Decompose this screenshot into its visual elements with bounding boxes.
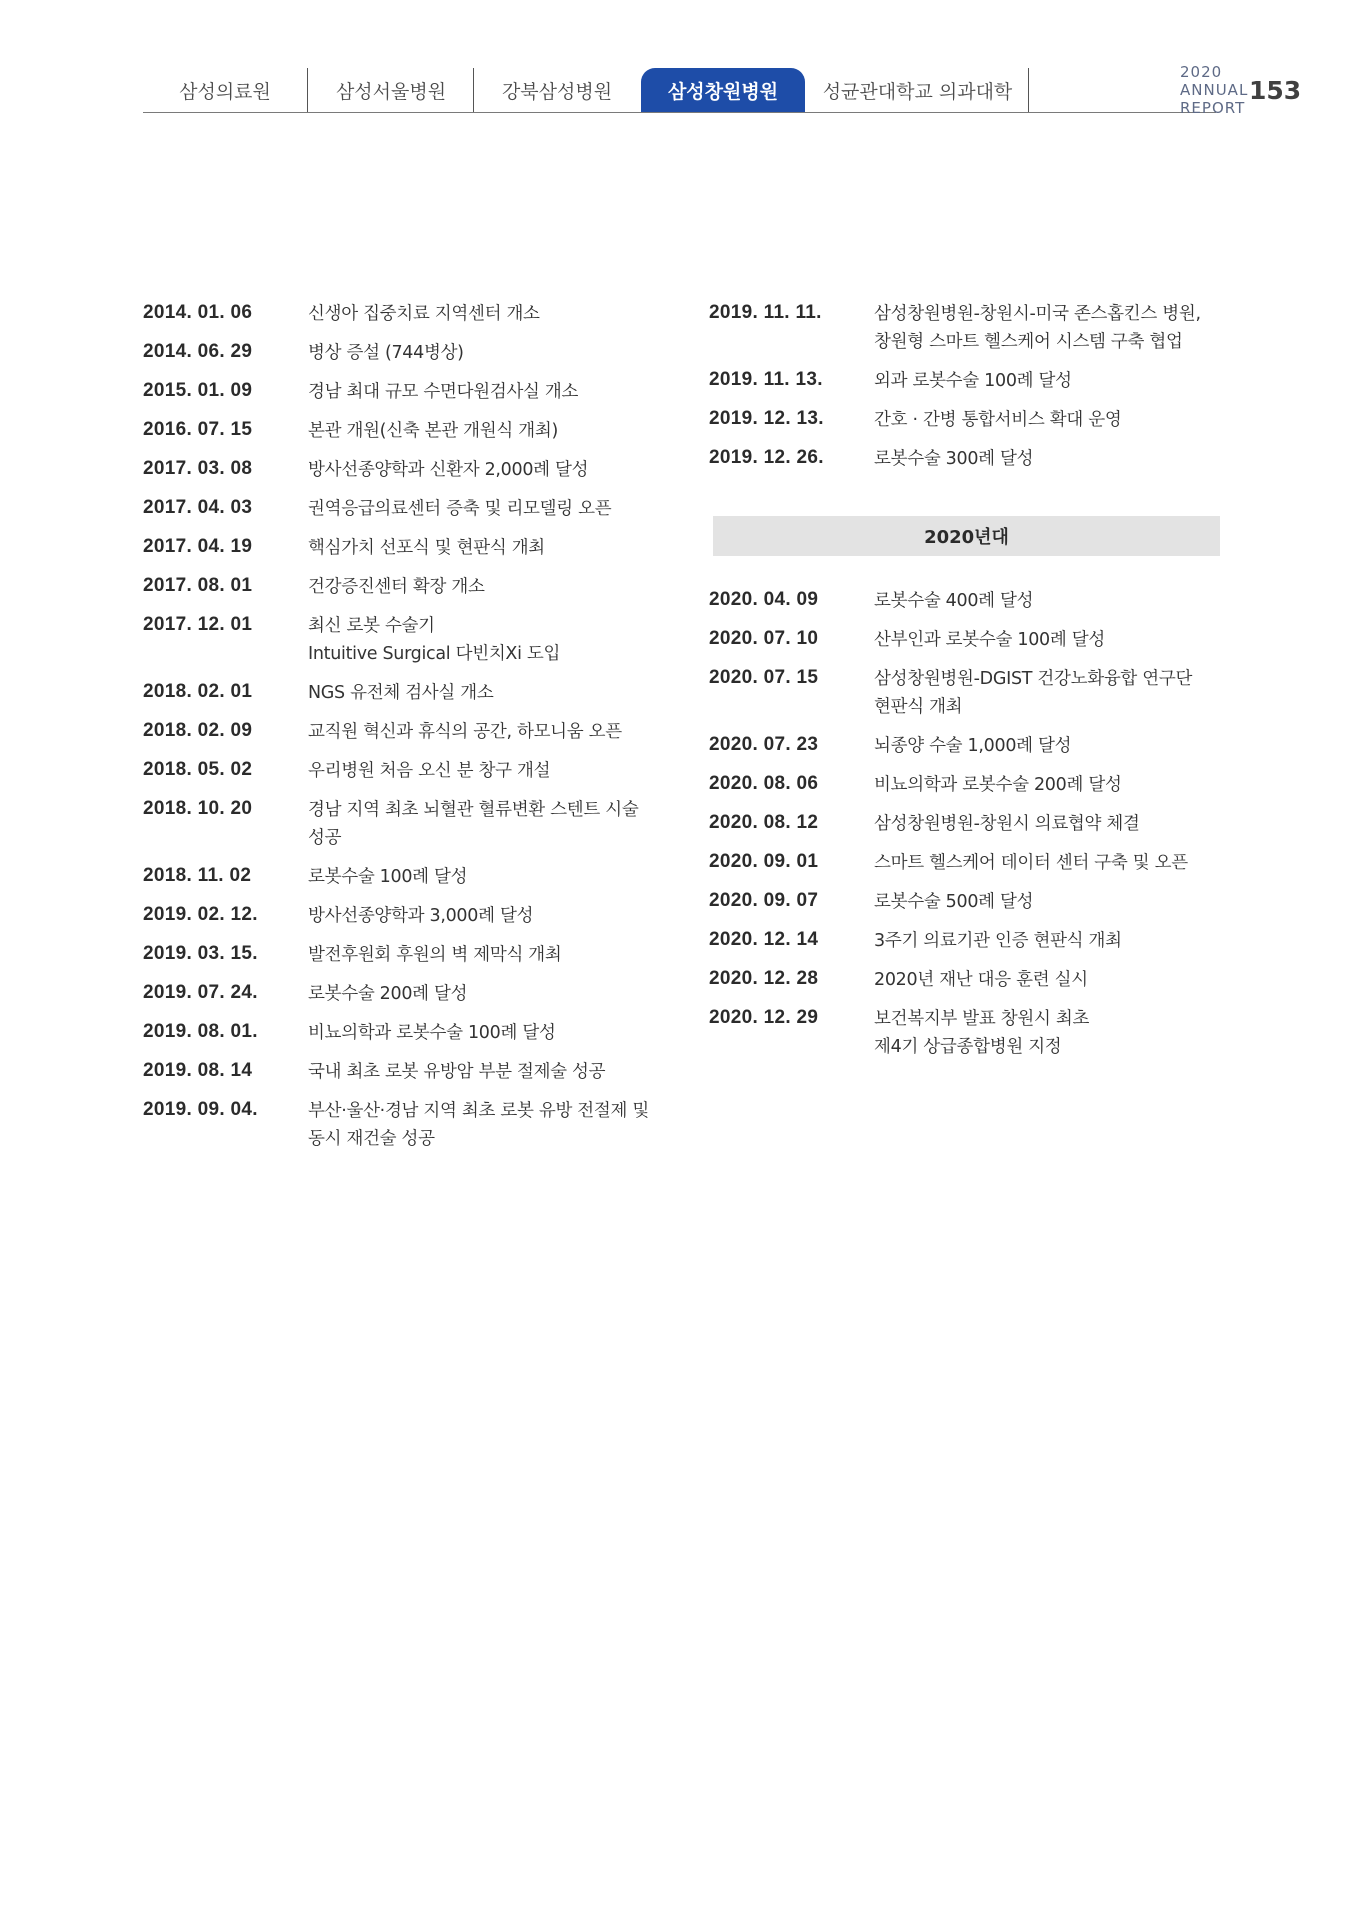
entry-text: 발전후원회 후원의 벽 제막식 개최 xyxy=(308,945,562,965)
timeline-entry xyxy=(709,1005,1229,1061)
tab-samsung-seoul-hospital[interactable]: 삼성서울병원 xyxy=(309,68,474,112)
timeline-entry xyxy=(709,445,1229,473)
entry-description xyxy=(308,612,560,668)
entry-date: 2014. 06. 29 xyxy=(143,341,253,362)
entry-date: 2017. 04. 03 xyxy=(143,497,253,518)
entry-text: 권역응급의료센터 증축 및 리모델링 오픈 xyxy=(308,499,612,519)
entry-description xyxy=(308,339,464,367)
timeline-entry xyxy=(709,966,1229,994)
timeline-entry xyxy=(143,796,663,852)
page-header xyxy=(143,63,1249,117)
entry-date: 2020. 07. 15 xyxy=(709,667,819,688)
timeline-entry xyxy=(143,456,663,484)
annual-report-label: 2020 ANNUAL REPORT xyxy=(1180,63,1249,117)
timeline-entry xyxy=(709,300,1229,356)
entry-date: 2019. 12. 13. xyxy=(709,408,824,429)
entry-text: 보건복지부 발표 창원시 최초 xyxy=(874,1009,1090,1029)
entry-text: 우리병원 처음 오신 분 창구 개설 xyxy=(308,761,551,781)
entry-date: 2019. 08. 01. xyxy=(143,1021,258,1042)
entry-description xyxy=(308,757,550,785)
entry-description xyxy=(874,849,1188,877)
timeline-2020s xyxy=(709,587,1229,1061)
entry-date: 2019. 07. 24. xyxy=(143,982,258,1003)
tab-samsung-changwon-hospital[interactable]: 삼성창원병원 xyxy=(641,68,805,112)
entry-text-continued: 제4기 상급종합병원 지정 xyxy=(874,1037,1062,1057)
entry-date: 2019. 12. 26. xyxy=(709,447,824,468)
entry-text: 로봇수술 200례 달성 xyxy=(308,984,468,1004)
entry-text: 뇌종양 수술 1,000례 달성 xyxy=(874,736,1072,756)
timeline-entry xyxy=(143,863,663,891)
entry-date: 2020. 08. 12 xyxy=(709,812,819,833)
timeline-entry xyxy=(143,679,663,707)
entry-description xyxy=(308,796,638,852)
timeline-entry xyxy=(709,367,1229,395)
entry-description xyxy=(308,980,467,1008)
timeline-2010s-continued xyxy=(709,300,1229,473)
decade-heading: 2020년대 xyxy=(713,516,1220,556)
entry-date: 2020. 09. 01 xyxy=(709,851,819,872)
entry-text: 교직원 혁신과 휴식의 공간, 하모니움 오픈 xyxy=(308,722,622,742)
timeline-entry xyxy=(143,980,663,1008)
timeline-entry xyxy=(143,339,663,367)
entry-text: 핵심가치 선포식 및 현판식 개최 xyxy=(308,538,545,558)
timeline-entry xyxy=(709,626,1229,654)
entry-date: 2020. 12. 14 xyxy=(709,929,819,950)
entry-date: 2020. 07. 10 xyxy=(709,628,819,649)
entry-text: 비뇨의학과 로봇수술 100례 달성 xyxy=(308,1023,556,1043)
page-number: 153 xyxy=(1249,75,1302,105)
entry-date: 2019. 03. 15. xyxy=(143,943,258,964)
entry-date: 2018. 10. 20 xyxy=(143,798,253,819)
entry-text: 삼성창원병원-창원시 의료협약 체결 xyxy=(874,814,1140,834)
entry-text: 신생아 집중치료 지역센터 개소 xyxy=(308,304,540,324)
entry-date: 2017. 12. 01 xyxy=(143,614,253,635)
timeline-right-column xyxy=(709,300,1229,1072)
entry-text: 방사선종양학과 신환자 2,000례 달성 xyxy=(308,460,589,480)
entry-text: 부산·울산·경남 지역 최초 로봇 유방 전절제 및 xyxy=(308,1101,649,1121)
entry-description xyxy=(308,1019,556,1047)
entry-text: 로봇수술 100례 달성 xyxy=(308,867,468,887)
entry-text: 국내 최초 로봇 유방암 부분 절제술 성공 xyxy=(308,1062,606,1082)
timeline-entry xyxy=(143,718,663,746)
entry-text: 외과 로봇수술 100례 달성 xyxy=(874,371,1072,391)
entry-description xyxy=(308,941,562,969)
entry-description xyxy=(874,300,1201,356)
timeline-entry xyxy=(143,612,663,668)
entry-text: 삼성창원병원-창원시-미국 존스홉킨스 병원, xyxy=(874,304,1201,324)
entry-date: 2014. 01. 06 xyxy=(143,302,253,323)
entry-description xyxy=(308,1097,649,1153)
entry-description xyxy=(874,406,1121,434)
entry-date: 2020. 08. 06 xyxy=(709,773,819,794)
timeline-entry xyxy=(143,573,663,601)
entry-description xyxy=(308,456,588,484)
entry-description xyxy=(308,417,558,445)
entry-text: 본관 개원(신축 본관 개원식 개최) xyxy=(308,421,558,441)
entry-description xyxy=(308,902,533,930)
entry-text: 로봇수술 500례 달성 xyxy=(874,892,1034,912)
entry-date: 2020. 12. 29 xyxy=(709,1007,819,1028)
timeline-entry xyxy=(143,495,663,523)
entry-text: 간호 · 간병 통합서비스 확대 운영 xyxy=(874,410,1122,430)
entry-text: 스마트 헬스케어 데이터 센터 구축 및 오픈 xyxy=(874,853,1188,873)
entry-date: 2019. 09. 04. xyxy=(143,1099,258,1120)
entry-text-continued: 동시 재건술 성공 xyxy=(308,1129,435,1149)
timeline-entry xyxy=(143,534,663,562)
entry-text: 비뇨의학과 로봇수술 200례 달성 xyxy=(874,775,1122,795)
timeline-entry xyxy=(143,378,663,406)
entry-date: 2018. 02. 09 xyxy=(143,720,253,741)
timeline-entry xyxy=(709,587,1229,615)
entry-description xyxy=(308,300,540,328)
entry-text: 병상 증설 (744병상) xyxy=(308,343,464,363)
timeline-entry xyxy=(143,941,663,969)
entry-description xyxy=(308,1058,605,1086)
entry-text: 산부인과 로봇수술 100례 달성 xyxy=(874,630,1105,650)
entry-date: 2020. 09. 07 xyxy=(709,890,819,911)
entry-text: 방사선종양학과 3,000례 달성 xyxy=(308,906,534,926)
timeline-entry xyxy=(709,665,1229,721)
entry-description xyxy=(874,966,1088,994)
entry-description xyxy=(874,587,1033,615)
entry-date: 2017. 04. 19 xyxy=(143,536,253,557)
timeline-entry xyxy=(709,771,1229,799)
timeline-entry xyxy=(143,300,663,328)
entry-description xyxy=(874,1005,1089,1061)
entry-description xyxy=(308,863,467,891)
entry-text: 2020년 재난 대응 훈련 실시 xyxy=(874,970,1088,990)
entry-description xyxy=(308,495,611,523)
entry-text-continued: 창원형 스마트 헬스케어 시스템 구축 협업 xyxy=(874,332,1183,352)
entry-text: 경남 최대 규모 수면다원검사실 개소 xyxy=(308,382,579,402)
entry-description xyxy=(874,665,1192,721)
entry-text-continued: 성공 xyxy=(308,828,342,848)
entry-description xyxy=(874,626,1105,654)
timeline-entry xyxy=(709,810,1229,838)
entry-text: 건강증진센터 확장 개소 xyxy=(308,577,485,597)
timeline-entry xyxy=(143,757,663,785)
entry-description xyxy=(874,888,1033,916)
entry-text: 로봇수술 300례 달성 xyxy=(874,449,1034,469)
entry-description xyxy=(874,810,1140,838)
entry-date: 2017. 03. 08 xyxy=(143,458,253,479)
tab-skku-medicine[interactable]: 성균관대학교 의과대학 xyxy=(807,68,1029,112)
tab-kangbuk-samsung-hospital[interactable]: 강북삼성병원 xyxy=(501,80,613,103)
entry-date: 2018. 11. 02 xyxy=(143,865,252,886)
entry-text: 3주기 의료기관 인증 현판식 개최 xyxy=(874,931,1122,951)
entry-date: 2019. 11. 11. xyxy=(709,302,822,323)
timeline-entry xyxy=(143,1058,663,1086)
entry-date: 2019. 02. 12. xyxy=(143,904,258,925)
entry-description xyxy=(874,771,1122,799)
timeline-entry xyxy=(143,417,663,445)
entry-date: 2020. 04. 09 xyxy=(709,589,819,610)
timeline-left-column xyxy=(143,300,663,1164)
entry-text-continued: 현판식 개최 xyxy=(874,697,963,717)
entry-description xyxy=(874,732,1071,760)
entry-text: 경남 지역 최초 뇌혈관 혈류변환 스텐트 시술 xyxy=(308,800,639,820)
tab-samsung-medical-center[interactable]: 삼성의료원 xyxy=(143,68,308,112)
entry-date: 2019. 08. 14 xyxy=(143,1060,253,1081)
entry-text-continued: Intuitive Surgical 다빈치Xi 도입 xyxy=(308,644,561,664)
entry-date: 2018. 05. 02 xyxy=(143,759,253,780)
entry-text: 삼성창원병원-DGIST 건강노화융합 연구단 xyxy=(874,669,1193,689)
entry-date: 2019. 11. 13. xyxy=(709,369,823,390)
entry-date: 2018. 02. 01 xyxy=(143,681,253,702)
timeline-entry xyxy=(709,406,1229,434)
entry-description xyxy=(308,718,622,746)
timeline-entry xyxy=(143,902,663,930)
timeline-entry xyxy=(709,849,1229,877)
entry-text: 최신 로봇 수술기 xyxy=(308,616,435,636)
timeline-entry xyxy=(709,888,1229,916)
entry-date: 2015. 01. 09 xyxy=(143,380,253,401)
timeline-entry xyxy=(709,927,1229,955)
entry-text: NGS 유전체 검사실 개소 xyxy=(308,683,494,703)
entry-date: 2020. 07. 23 xyxy=(709,734,819,755)
entry-date: 2020. 12. 28 xyxy=(709,968,819,989)
timeline-entry xyxy=(143,1097,663,1153)
entry-description xyxy=(874,367,1072,395)
entry-description xyxy=(308,378,578,406)
entry-date: 2016. 07. 15 xyxy=(143,419,253,440)
entry-date: 2017. 08. 01 xyxy=(143,575,253,596)
timeline-entry xyxy=(143,1019,663,1047)
timeline-entry xyxy=(709,732,1229,760)
entry-description xyxy=(308,573,485,601)
entry-text: 로봇수술 400례 달성 xyxy=(874,591,1034,611)
entry-description xyxy=(308,679,494,707)
entry-description xyxy=(874,927,1122,955)
entry-description xyxy=(874,445,1033,473)
entry-description xyxy=(308,534,545,562)
